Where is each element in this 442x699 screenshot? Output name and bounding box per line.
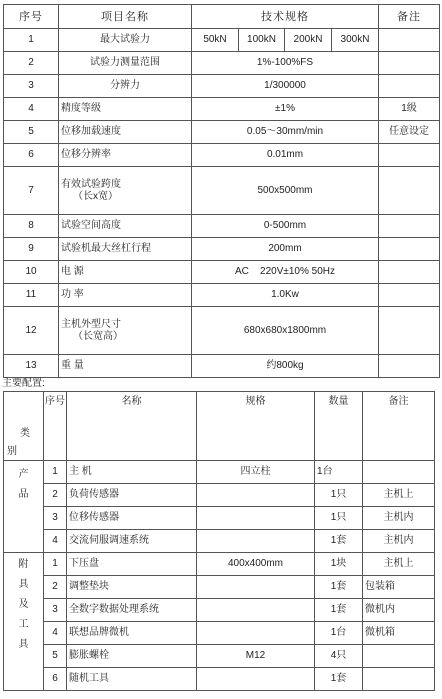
row-note <box>363 461 435 484</box>
row-item: 位移加载速度 <box>59 121 192 144</box>
row-no: 5 <box>44 645 67 668</box>
category-label: 产 品 <box>18 469 29 500</box>
row-spec <box>197 507 315 530</box>
header-no: 序号 <box>4 5 59 29</box>
spec-row <box>4 167 440 215</box>
spec-row <box>4 98 440 121</box>
header-note: 备注 <box>379 5 440 29</box>
header-spec: 规格 <box>197 392 315 461</box>
row-qty: 4只 <box>315 645 363 668</box>
row-spec: 0-500mm <box>192 215 379 238</box>
row-spec: 400x400mm <box>197 553 315 576</box>
row-spec <box>197 668 315 691</box>
row-spec: 680x680x1800mm <box>192 307 379 355</box>
category-label: 附 具 及 工 具 <box>18 559 29 650</box>
row-note <box>379 215 440 238</box>
config-row <box>4 645 435 668</box>
config-row <box>4 668 435 691</box>
row-no: 6 <box>44 668 67 691</box>
config-row <box>4 599 435 622</box>
row-name: 位移传感器 <box>67 507 197 530</box>
spec-row <box>4 215 440 238</box>
row-no: 3 <box>4 75 59 98</box>
spec-cell: 300kN <box>332 29 379 52</box>
row-item: 最大试验力 <box>59 29 192 52</box>
row-no: 6 <box>4 144 59 167</box>
row-qty: 1块 <box>315 553 363 576</box>
spec-cell: 50kN <box>192 29 239 52</box>
row-spec: M12 <box>197 645 315 668</box>
config-row <box>4 553 435 576</box>
spec-row <box>4 307 440 355</box>
row-spec: 0.05～30mm/min <box>192 121 379 144</box>
row-spec: ±1% <box>192 98 379 121</box>
row-no: 9 <box>4 238 59 261</box>
row-qty: 1台 <box>315 622 363 645</box>
row-spec <box>197 576 315 599</box>
row-spec: 200mm <box>192 238 379 261</box>
row-spec: 四立柱 <box>197 461 315 484</box>
row-name: 调整垫块 <box>67 576 197 599</box>
row-spec: AC 220V±10% 50Hz <box>192 261 379 284</box>
config-row <box>4 461 435 484</box>
spec-cell: 200kN <box>285 29 332 52</box>
header-item: 项目名称 <box>59 5 192 29</box>
row-item: 分辨力 <box>59 75 192 98</box>
row-note: 主机内 <box>363 530 435 553</box>
row-item: 精度等级 <box>59 98 192 121</box>
row-note <box>379 261 440 284</box>
row-note: 微机箱 <box>363 622 435 645</box>
spec-row <box>4 284 440 307</box>
row-note: 主机上 <box>363 484 435 507</box>
row-note <box>379 75 440 98</box>
row-no: 4 <box>44 622 67 645</box>
row-no: 2 <box>44 576 67 599</box>
spec-row <box>4 75 440 98</box>
row-note: 任意设定 <box>379 121 440 144</box>
header-category-bottom: 别 <box>7 446 17 457</box>
config-table <box>3 391 435 691</box>
config-title: 主要配置: <box>2 378 45 389</box>
row-no: 2 <box>44 484 67 507</box>
row-item: 功 率 <box>59 284 192 307</box>
row-item-line: （长x宽） <box>73 190 118 202</box>
row-spec <box>197 530 315 553</box>
row-spec: 约800kg <box>192 355 379 378</box>
row-note <box>379 29 440 52</box>
spec-table <box>3 4 440 378</box>
row-note <box>379 284 440 307</box>
row-no: 12 <box>4 307 59 355</box>
header-no: 序号 <box>44 392 67 461</box>
row-item-line: 有效试验跨度 <box>61 178 121 190</box>
row-spec: 1.0Kw <box>192 284 379 307</box>
row-no: 4 <box>4 98 59 121</box>
row-item <box>59 167 192 215</box>
row-note <box>363 645 435 668</box>
row-spec: 1%-100%FS <box>192 52 379 75</box>
row-no: 3 <box>44 599 67 622</box>
spec-row <box>4 261 440 284</box>
row-note: 主机上 <box>363 553 435 576</box>
row-spec <box>197 622 315 645</box>
row-no: 13 <box>4 355 59 378</box>
row-name: 主 机 <box>67 461 197 484</box>
spec-row <box>4 29 440 52</box>
row-item: 位移分辨率 <box>59 144 192 167</box>
row-name: 联想品牌微机 <box>67 622 197 645</box>
config-row <box>4 530 435 553</box>
row-item: 试验空间高度 <box>59 215 192 238</box>
row-no: 1 <box>44 553 67 576</box>
header-spec: 技术规格 <box>192 5 379 29</box>
row-note: 微机内 <box>363 599 435 622</box>
row-item-line: （长宽高） <box>73 330 123 342</box>
category-cell <box>4 553 44 691</box>
row-note <box>379 52 440 75</box>
row-qty: 1套 <box>315 530 363 553</box>
row-name: 随机工具 <box>67 668 197 691</box>
row-no: 1 <box>4 29 59 52</box>
row-name: 下压盘 <box>67 553 197 576</box>
row-name: 交流伺服调速系统 <box>67 530 197 553</box>
row-qty: 1只 <box>315 484 363 507</box>
row-no: 3 <box>44 507 67 530</box>
row-no: 8 <box>4 215 59 238</box>
row-spec <box>197 599 315 622</box>
row-no: 4 <box>44 530 67 553</box>
row-no: 5 <box>4 121 59 144</box>
row-no: 2 <box>4 52 59 75</box>
row-note <box>379 167 440 215</box>
header-category <box>4 392 44 461</box>
row-qty: 1只 <box>315 507 363 530</box>
row-note <box>363 668 435 691</box>
row-name: 膨胀螺栓 <box>67 645 197 668</box>
row-note: 1级 <box>379 98 440 121</box>
category-cell <box>4 461 44 553</box>
row-name: 负荷传感器 <box>67 484 197 507</box>
row-note <box>379 307 440 355</box>
row-item: 重 量 <box>59 355 192 378</box>
spec-row <box>4 355 440 378</box>
config-row <box>4 484 435 507</box>
row-item: 试验机最大丝杠行程 <box>59 238 192 261</box>
row-item: 电 源 <box>59 261 192 284</box>
header-qty: 数量 <box>315 392 363 461</box>
header-name: 名称 <box>67 392 197 461</box>
row-item: 试验力测量范围 <box>59 52 192 75</box>
row-note <box>379 238 440 261</box>
row-qty: 1套 <box>315 599 363 622</box>
spec-row <box>4 238 440 261</box>
config-row <box>4 576 435 599</box>
row-note: 主机内 <box>363 507 435 530</box>
row-no: 7 <box>4 167 59 215</box>
row-no: 1 <box>44 461 67 484</box>
row-spec: 500x500mm <box>192 167 379 215</box>
row-no: 10 <box>4 261 59 284</box>
row-note <box>379 355 440 378</box>
row-spec <box>197 484 315 507</box>
spec-row <box>4 52 440 75</box>
config-row <box>4 507 435 530</box>
row-note <box>379 144 440 167</box>
row-qty: 1台 <box>315 461 363 484</box>
row-item-line: 主机外型尺寸 <box>61 318 121 330</box>
spec-cell: 100kN <box>239 29 285 52</box>
row-qty: 1套 <box>315 668 363 691</box>
spec-header-row <box>4 5 440 29</box>
header-category-top: 类 <box>20 428 30 439</box>
row-no: 11 <box>4 284 59 307</box>
config-row <box>4 622 435 645</box>
spec-row <box>4 144 440 167</box>
row-name: 全数字数据处理系统 <box>67 599 197 622</box>
spec-row <box>4 121 440 144</box>
header-note: 备注 <box>363 392 435 461</box>
row-spec: 0.01mm <box>192 144 379 167</box>
row-spec: 1/300000 <box>192 75 379 98</box>
row-qty: 1套 <box>315 576 363 599</box>
config-header-row <box>4 392 435 461</box>
row-note: 包装箱 <box>363 576 435 599</box>
row-item <box>59 307 192 355</box>
